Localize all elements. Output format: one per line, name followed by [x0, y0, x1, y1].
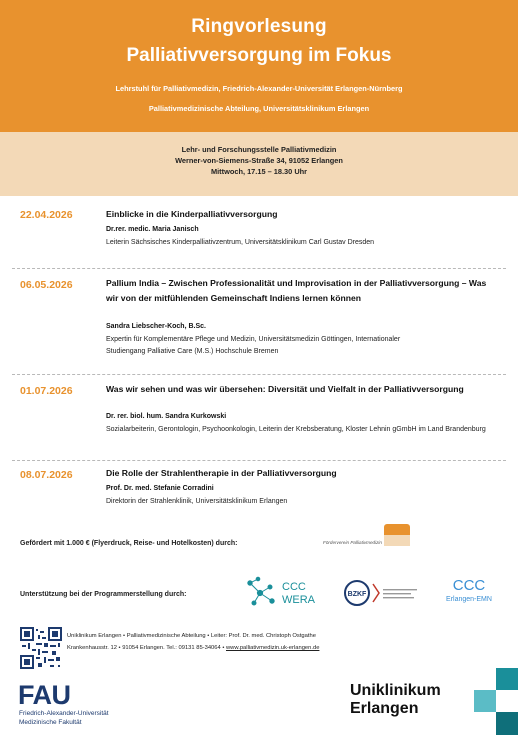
venue-band: [0, 132, 518, 196]
contact-address: Krankenhausstr. 12 • 91054 Erlangen. Tel.: 09131 85-34064 •: [67, 645, 226, 651]
subtitle-line2: Palliativmedizinische Abteilung, Universitätsklinikum Erlangen: [148, 104, 370, 113]
foerderverein-logo: [323, 523, 412, 553]
event-date: 01.07.2026: [20, 385, 73, 397]
venue-time: Mittwoch, 17.15 – 18.30 Uhr: [210, 167, 308, 176]
event-title: Einblicke in die Kinderpalliativversorgung: [106, 209, 278, 219]
event-date: 22.04.2026: [20, 209, 73, 221]
event-date: 08.07.2026: [20, 469, 73, 481]
uniklinikum-logo-line1: Uniklinikum: [350, 682, 441, 699]
event-title: Was wir sehen und was wir übersehen: Diversität und Vielfalt in der Palliativversorgung: [106, 384, 464, 394]
event-description: Sozialarbeiterin, Gerontologin, Psychoonkologin, Leiterin der Krebsberatung, Kloster Lehnin gGmbH im Land Brandenburg: [106, 426, 486, 433]
event-title: Die Rolle der Strahlentherapie in der Palliativversorgung: [106, 468, 337, 478]
fau-logo: FAU: [18, 680, 71, 710]
title-line2: Palliativversorgung im Fokus: [126, 45, 392, 66]
bzkf-logo: [343, 578, 423, 608]
ccc-wera-logo: [246, 575, 331, 609]
qr-code[interactable]: [20, 627, 62, 669]
fau-subtitle1: Friedrich-Alexander-Universität: [19, 710, 109, 717]
event-description: Direktorin der Strahlenklinik, Universitätsklinikum Erlangen: [106, 498, 288, 505]
subtitle-line1: Lehrstuhl für Palliativmedizin, Friedrich-Alexander-Universität Erlangen-Nürnberg: [115, 84, 403, 93]
venue-line1: Lehr- und Forschungsstelle Palliativmedizin: [181, 145, 337, 154]
foerderverein-logo-text: Förderverein Palliativmedizin: [323, 540, 382, 545]
divider: [12, 268, 506, 269]
event-description: Expertin für Komplementäre Pflege und Medizin, Universitätsmedizin Göttingen, Internationaler Studiengang Palliative Care (M.S.) Hochschule Bremen: [106, 336, 401, 355]
event-speaker: Dr.rer. medic. Maria Janisch: [106, 226, 199, 233]
svg-text:BZKF: BZKF: [347, 591, 367, 598]
support-text: Unterstützung bei der Programmerstellung durch:: [20, 591, 187, 598]
svg-text:CCC: CCC: [282, 581, 306, 593]
event-date: 06.05.2026: [20, 279, 73, 291]
divider: [12, 374, 506, 375]
event-description: Leiterin Sächsisches Kinderpalliativzentrum, Universitätsklinikum Carl Gustav Dresden: [106, 239, 375, 246]
event-speaker: Sandra Liebscher-Koch, B.Sc.: [106, 323, 206, 330]
svg-text:CCC: CCC: [452, 577, 486, 594]
event-title: Pallium India – Zwischen Professionalität und Improvisation in der Palliativversorgung – Was wir von der mitfühlenden Gemeinschaft Indiens lernen können: [106, 278, 487, 303]
ccc-erlangen-logo: [436, 574, 502, 608]
venue-line2: Werner-von-Siemens-Straße 34, 91052 Erlangen: [175, 156, 343, 165]
uniklinikum-squares-icon: [474, 668, 518, 735]
contact-line1: Uniklinikum Erlangen • Palliativmedizinische Abteilung • Leiter: Prof. Dr. med. Christoph Ostgathe: [67, 633, 316, 639]
contact-line2: [67, 645, 319, 651]
header-banner: [0, 0, 518, 132]
svg-text:WERA: WERA: [282, 594, 315, 606]
uniklinikum-logo-line2: Erlangen: [350, 700, 419, 717]
divider: [12, 460, 506, 461]
funding-text: Gefördert mit 1.000 € (Flyerdruck, Reise- und Hotelkosten) durch:: [20, 540, 238, 547]
event-speaker: Prof. Dr. med. Stefanie Corradini: [106, 485, 214, 492]
svg-text:Erlangen-EMN: Erlangen-EMN: [446, 596, 492, 603]
fau-subtitle2: Medizinische Fakultät: [19, 719, 82, 726]
event-speaker: Dr. rer. biol. hum. Sandra Kurkowski: [106, 413, 227, 420]
website-link[interactable]: www.palliativmedizin.uk-erlangen.de: [225, 645, 320, 651]
title-line1: Ringvorlesung: [191, 16, 327, 37]
